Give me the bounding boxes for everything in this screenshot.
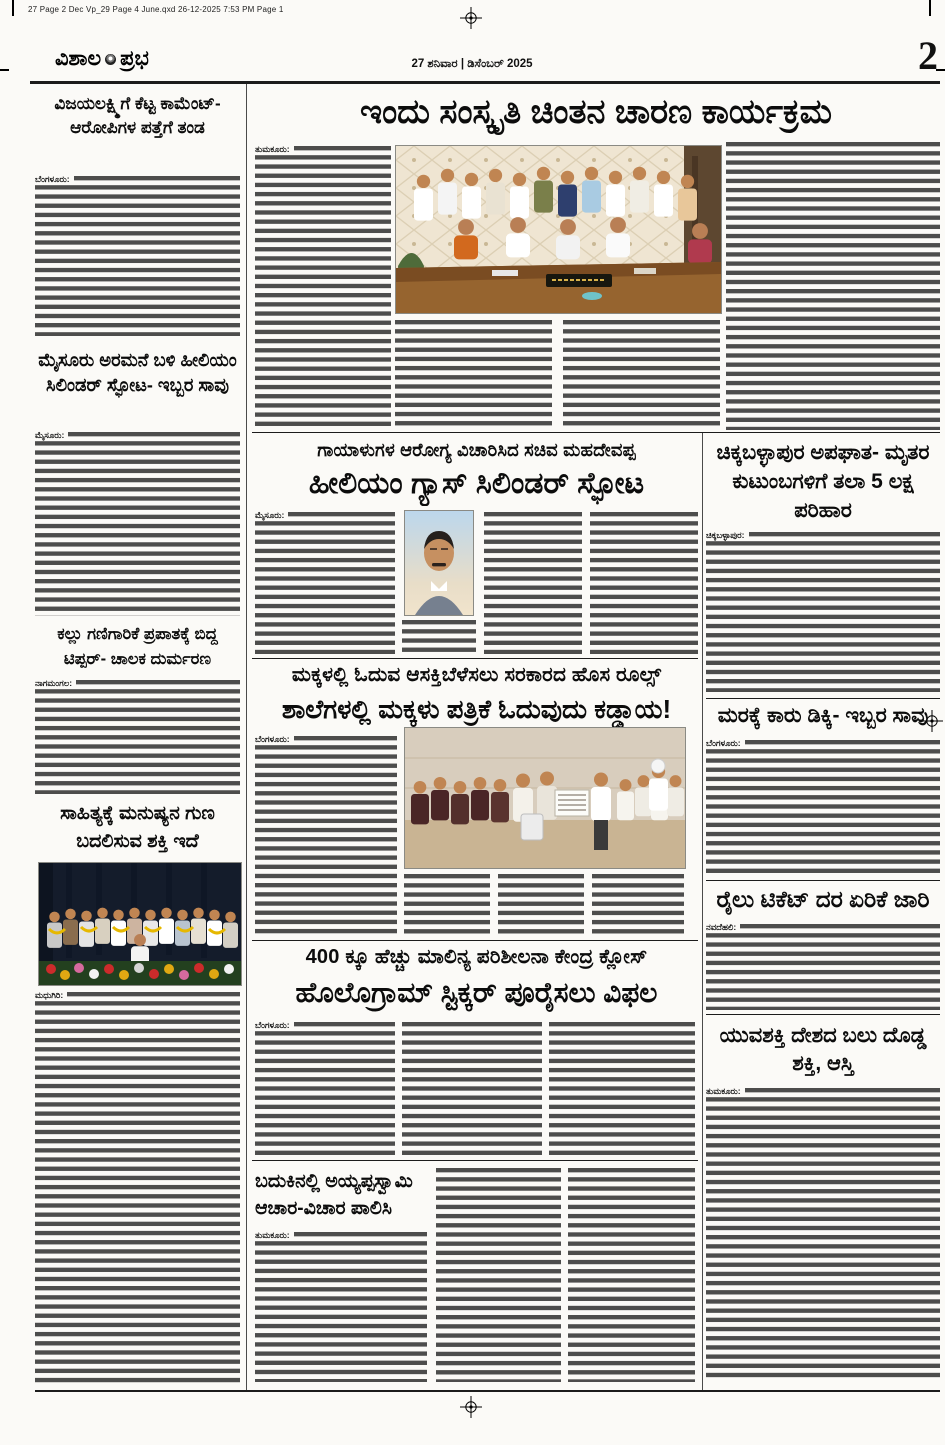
body-text-block (255, 736, 397, 934)
body-text-block (35, 992, 240, 1384)
page-bottom-rule (35, 1390, 940, 1392)
article-dateline: ಮೈಸೂರು: (255, 511, 288, 520)
section-rule (252, 658, 698, 659)
page-number: 2 (918, 33, 938, 78)
article-dateline: ಬೆಂಗಳೂರು: (255, 735, 294, 744)
masthead (55, 47, 149, 71)
prepress-slug: 27 Page 2 Dec Vp_29 Page 4 June.qxd 26-12-2025 7:53 PM Page 1 (28, 5, 284, 14)
body-text-block (402, 620, 476, 654)
body-text-block (35, 432, 240, 616)
masthead-emblem-icon (105, 54, 116, 65)
header-rule (30, 81, 940, 84)
section-rule (706, 698, 940, 699)
sahitya-stage-photo (38, 862, 242, 986)
edition-date: 27 ಶನಿವಾರ | ಡಿಸೆಂಬರ್ 2025 (411, 58, 533, 70)
school-students-photo (404, 727, 686, 869)
section-rule (252, 1160, 698, 1161)
body-text-block (590, 512, 698, 654)
column-divider (246, 84, 247, 1390)
registration-mark-icon (460, 1396, 482, 1418)
body-text-block (706, 740, 940, 874)
article-dateline: ಮಧುಗಿರಿ: (35, 991, 67, 1000)
section-rule (252, 432, 940, 433)
body-text-block (568, 1168, 695, 1382)
body-text-block (706, 1088, 940, 1380)
body-text-block (549, 1022, 695, 1156)
main-event-group-photo (395, 145, 722, 314)
body-text-block (255, 512, 395, 654)
headline-hologram: ಹೊಲೊಗ್ರಾಮ್ ಸ್ಟಿಕ್ಕರ್ ಪೂರೈಸಲು ವಿಫಲ (295, 977, 658, 1008)
article-dateline: ಬೆಂಗಳೂರು: (255, 1021, 294, 1030)
headline-rail-fare: ರೈಲು ಟಿಕೆಟ್ ದರ ಏರಿಕೆ ಜಾರಿ (716, 886, 930, 912)
body-text-block (404, 874, 490, 934)
body-text-block (592, 874, 684, 934)
kicker-hologram: 400 ಕ್ಕೂ ಹೆಚ್ಚು ಮಾಲಿನ್ಯ ಪರಿಶೀಲನಾ ಕೇಂದ್ರ ಕ್ಲೋಸ್ (305, 946, 648, 968)
body-text-block (402, 1022, 542, 1156)
body-text-block (706, 924, 940, 1010)
headline-bad-comment: ವಿಜಯಲಕ್ಷ್ಮಿಗೆ ಕೆಟ್ಟ ಕಾಮೆಂಟ್- ಆರೋಪಿಗಳ ಪತ್ತೆಗೆ ತಂಡ (54, 94, 221, 137)
masthead-name-right: ಪ್ರಭ (120, 47, 149, 70)
crop-mark (929, 0, 931, 16)
body-text-block (395, 320, 552, 430)
body-text-block (35, 176, 240, 336)
headline-sahitya: ಸಾಹಿತ್ಯಕ್ಕೆ ಮನುಷ್ಯನ ಗುಣ ಬದಲಿಸುವ ಶಕ್ತಿ ಇದೆ (60, 803, 215, 852)
headline-main-event: ಇಂದು ಸಂಸ್ಕೃತಿ ಚಿಂತನ ಚಾರಣ ಕಾರ್ಯಕ್ರಮ (360, 93, 832, 131)
headline-chikkaballapur: ಚಿಕ್ಕಬಳ್ಳಾಪುರ ಅಪಘಾತ- ಮೃತರ ಕುಟುಂಬಗಳಿಗೆ ತಲಾ 5 ಲಕ್ಷ ಪರಿಹಾರ (716, 441, 930, 522)
body-text-block (255, 1022, 395, 1156)
body-text-block (484, 512, 582, 654)
body-text-block (255, 1232, 427, 1382)
article-dateline: ಚಿಕ್ಕಬಳ್ಳಾಪುರ: (706, 531, 749, 540)
article-dateline: ಬೆಂಗಳೂರು: (35, 175, 74, 184)
crop-mark (12, 0, 14, 16)
minister-portrait-photo (404, 510, 474, 616)
column-divider (702, 432, 703, 1390)
body-text-block (726, 142, 940, 430)
article-dateline: ಬೆಂಗಳೂರು: (706, 739, 745, 748)
kicker-school-rule: ಮಕ್ಕಳಲ್ಲಿ ಓದುವ ಆಸಕ್ತಿಬೆಳೆಸಲು ಸರಕಾರದ ಹೊಸ ರೂಲ್ಸ್ (291, 664, 662, 686)
article-dateline: ತುಮಕೂರು: (706, 1087, 745, 1096)
body-text-block (563, 320, 720, 430)
headline-car-crash: ಮರಕ್ಕೆ ಕಾರು ಡಿಕ್ಕಿ- ಇಬ್ಬರ ಸಾವು (717, 704, 929, 727)
headline-school-rule: ಶಾಲೆಗಳಲ್ಲಿ ಮಕ್ಕಳು ಪತ್ರಿಕೆ ಓದುವುದು ಕಡ್ಡಾಯ! (281, 694, 672, 724)
headline-minister-visit: ಹೀಲಿಯಂ ಗ್ಯಾಸ್ ಸಿಲಿಂಡರ್ ಸ್ಫೋಟ (308, 467, 645, 500)
kicker-minister-visit: ಗಾಯಾಳುಗಳ ಆರೋಗ್ಯ ವಿಚಾರಿಸಿದ ಸಚಿವ ಮಹದೇವಪ್ಪ (317, 440, 636, 460)
body-text-block (498, 874, 584, 934)
headline-palace-blast: ಮೈಸೂರು ಅರಮನೆ ಬಳಿ ಹೀಲಿಯಂ ಸಿಲಿಂಡರ್ ಸ್ಫೋಟ- ಇಬ್ಬರ ಸಾವು (38, 350, 237, 395)
article-dateline: ತುಮಕೂರು: (255, 1231, 294, 1240)
registration-mark-icon (460, 7, 482, 29)
article-dateline: ತುಮಕೂರು: (255, 145, 294, 154)
article-dateline: ನಾಗಮಂಗಲ: (35, 679, 76, 688)
headline-tipper: ಕಲ್ಲು ಗಣಿಗಾರಿಕೆ ಪ್ರಪಾತಕ್ಕೆ ಬಿದ್ದ ಟಿಪ್ಪರ್- ಚಾಲಕ ದುರ್ಮರಣ (57, 625, 218, 668)
article-dateline: ಮೈಸೂರು: (35, 431, 68, 440)
section-rule (252, 940, 698, 941)
section-rule (706, 1014, 940, 1015)
crop-mark (0, 69, 9, 71)
body-text-block (35, 680, 240, 794)
body-text-block (255, 146, 391, 428)
headline-ayyappa: ಬದುಕಿನಲ್ಲಿ ಅಯ್ಯಪ್ಪಸ್ವಾಮಿ ಆಚಾರ-ವಿಚಾರ ಪಾಲಿಸಿ (255, 1171, 413, 1219)
masthead-name-left: ವಿಶಾಲ (55, 47, 102, 70)
headline-yuva-shakti: ಯುವಶಕ್ತಿ ದೇಶದ ಬಲು ದೊಡ್ಡ ಶಕ್ತಿ, ಆಸ್ತಿ (719, 1024, 927, 1075)
article-dateline: ನವದೆಹಲಿ: (706, 923, 740, 932)
body-text-block (706, 532, 940, 692)
body-text-block (436, 1168, 561, 1382)
section-rule (706, 880, 940, 881)
